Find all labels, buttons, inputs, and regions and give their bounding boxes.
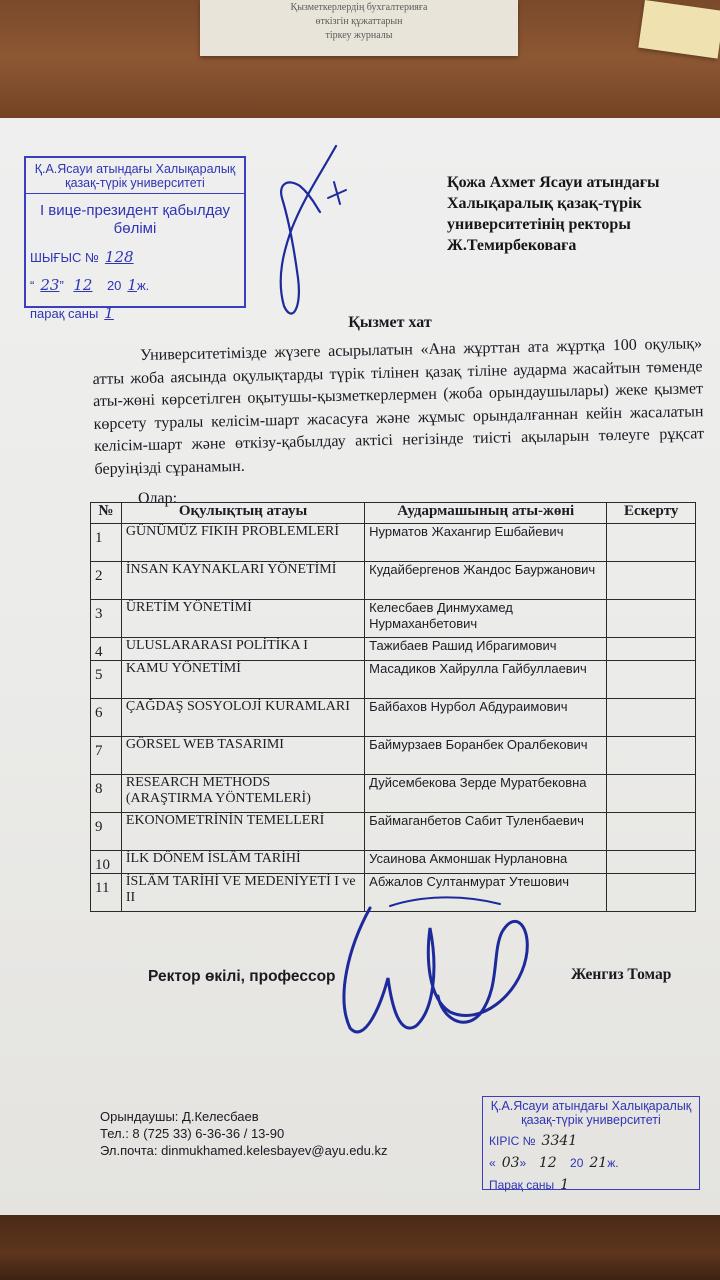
journal-line: Қызметкерлердің бухгалтерияға [290,2,428,13]
table-header-row [91,503,696,524]
table-row [91,661,696,699]
stamp-pages-line [489,1177,699,1193]
row-note [607,661,696,699]
year-label: ж. [136,278,150,293]
row-note [607,524,696,562]
row-number: 3 [91,600,122,638]
col-number: № [91,503,122,524]
date-year-prefix: 20 [570,1156,584,1170]
contacts-block [100,1108,388,1159]
journal-line: тіркеу журналы [325,30,393,41]
row-note [607,813,696,851]
row-note [607,638,696,661]
row-note [607,851,696,874]
translator-name: Баймурзаев Боранбек Оралбекович [365,737,607,775]
background-journal-paper [200,0,518,56]
pages-label: Парақ саны [489,1178,555,1192]
translator-name: Нурматов Жахангир Ешбайевич [365,524,607,562]
row-note [607,600,696,638]
table-row [91,562,696,600]
translator-name: Келесбаев Динмухамед Нурмаханбетович [365,600,607,638]
translator-name: Масадиков Хайрулла Гайбуллаевич [365,661,607,699]
table-row [91,737,696,775]
stamp-outgoing-line [30,248,244,266]
row-note [607,737,696,775]
outgoing-number: 128 [104,248,134,266]
row-number: 6 [91,699,122,737]
course-name: ÜRETİM YÖNETİMİ [121,600,364,638]
signer-name: Женгиз Томар [571,966,672,983]
col-note: Ескерту [607,503,696,524]
pages-label: парақ саны [30,306,99,321]
col-translator: Аудармашының аты-жөні [365,503,607,524]
list-intro: Олар: [138,490,178,507]
letter-body: Университетімізде жүзеге асырылатын «Ана жұрттан ата жұртқа 100 оқулық» атты жоба аясында оқулықтарды түрік тілінен қазақ тіліне аударма жасайтын төменде аты-жөні көрсетілген оқытушы-қызметкерлермен (жоба орындаушылары) жеке қызмет көрсету туралы келісім-шарт жасасуға және жұмыс орындалғаннан кейін жасалатын келісім-шарт және өткізу-қабылдау актісі негізінде тиісті ақыларын төлеуге рұқсат беруіңізді сұранамын. [92,335,705,478]
incoming-stamp [482,1096,700,1193]
translator-name: Усаинова Акмоншак Нурлановна [365,851,607,874]
course-name: RESEARCH METHODS (ARAŞTIRMA YÖNTEMLERİ) [121,775,364,813]
table-row [91,775,696,813]
course-name: ULUSLARARASI POLİTİKA I [121,638,364,661]
resolution-signature-icon [258,138,358,328]
course-name: KAMU YÖNETİMİ [121,661,364,699]
pages-value: 1 [560,1177,570,1193]
date-day: 03 [501,1155,520,1171]
phone: Тел.: 8 (725 33) 6-36-36 / 13-90 [100,1126,285,1141]
table-row [91,524,696,562]
table-row [91,813,696,851]
table-row [91,600,696,638]
stamp-incoming-line [489,1133,699,1149]
row-number: 1 [91,524,122,562]
translator-name: Тажибаев Рашид Ибрагимович [365,638,607,661]
executor: Орындаушы: Д.Келесбаев [100,1109,259,1124]
outgoing-label: ШЫҒЫС № [30,250,99,265]
outgoing-stamp [24,156,246,322]
col-course: Оқулықтың атауы [121,503,364,524]
translator-name: Баймаганбетов Сабит Туленбаевич [365,813,607,851]
journal-line: өткізгін құжаттарын [315,16,403,27]
translator-name: Байбахов Нурбол Абдураимович [365,699,607,737]
document-sheet [0,118,720,1218]
date-year-suffix: 1 [127,276,137,294]
stamp-org: Қ.А.Ясауи атындағы Халықаралық қазақ-түрік университеті [490,1099,692,1127]
addressee-line: Ж.Темирбековаға [447,237,577,254]
addressee-block [447,172,707,256]
course-name: İSLÂM TARİHİ VE MEDENİYETİ I ve II [121,874,364,912]
stamp-dept: I вице-президент қабылдау бөлімі [39,202,231,237]
stamp-org: Қ.А.Ясауи атындағы Халықаралық қазақ-түрік университеті [26,162,244,194]
incoming-number: 3341 [541,1133,578,1149]
row-number: 4 [91,638,122,661]
stamp-date-line: “ 23” 12 20 1ж. [30,276,150,294]
course-name: İLK DÖNEM İSLÂM TARİHİ [121,851,364,874]
signer-title: Ректор өкілі, профессор [148,968,336,985]
row-note [607,699,696,737]
row-number: 10 [91,851,122,874]
desk-surface-bottom [0,1215,720,1280]
table-row [91,638,696,661]
translator-name: Дуйсембекова Зерде Муратбековна [365,775,607,813]
row-note [607,874,696,912]
date-day: 23 [40,276,60,294]
row-number: 2 [91,562,122,600]
row-number: 9 [91,813,122,851]
rector-signature-icon [330,888,540,1048]
row-number: 8 [91,775,122,813]
translator-name: Кудайбергенов Жандос Бауржанович [365,562,607,600]
email: Эл.почта: dinmukhamed.kelesbayev@ayu.edu.kz [100,1143,388,1158]
date-month: 12 [538,1155,557,1171]
document-title: Қызмет хат [348,314,432,331]
course-name: EKONOMETRİNİN TEMELLERİ [121,813,364,851]
incoming-label: КІРІС № [489,1134,536,1148]
row-note [607,562,696,600]
date-year-suffix: 21 [589,1155,608,1171]
course-name: GÜNÜMÜZ FIKIH PROBLEMLERİ [121,524,364,562]
translator-name: Абжалов Султанмурат Утешович [365,874,607,912]
addressee-line: университетінің ректоры [447,216,631,233]
table-row [91,851,696,874]
stamp-date-line: « 03» 12 20 21ж. [489,1155,619,1171]
addressee-line: Халықаралық қазақ-түрік [447,195,642,212]
row-note [607,775,696,813]
year-label: ж. [607,1156,619,1170]
date-year-prefix: 20 [106,278,122,293]
table-row [91,699,696,737]
course-name: İNSAN KAYNAKLARI YÖNETİMİ [121,562,364,600]
addressee-line: Қожа Ахмет Ясауи атындағы [447,174,660,191]
date-month: 12 [73,276,93,294]
table-row [91,874,696,912]
row-number: 11 [91,874,122,912]
pages-value: 1 [104,304,114,322]
course-name: GÖRSEL WEB TASARIMI [121,737,364,775]
course-name: ÇAĞDAŞ SOSYOLOJİ KURAMLARI [121,699,364,737]
row-number: 7 [91,737,122,775]
translators-table [90,502,696,912]
row-number: 5 [91,661,122,699]
